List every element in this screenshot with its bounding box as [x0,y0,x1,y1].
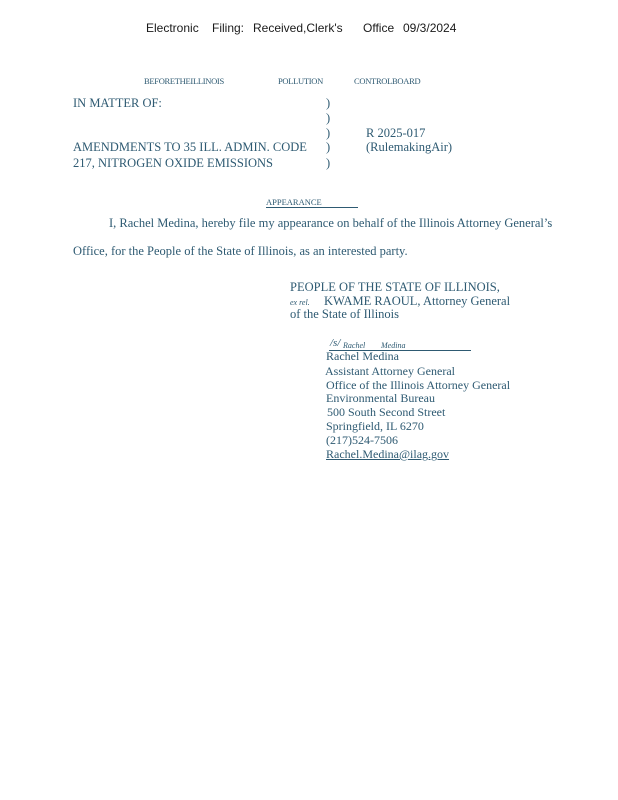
caption-paren-3: ) [326,126,331,140]
caption-amend-line2: 217, NITROGEN OXIDE EMISSIONS [73,156,273,170]
sig-email-link[interactable]: Rachel.Medina@ilag.gov [326,447,450,461]
sig-slash-s: /s/ [330,337,341,349]
caption-paren-2: ) [326,111,331,125]
caption-paren-4: ) [326,140,331,154]
caption-rulemaking: (RulemakingAir) [366,140,453,154]
header-electronic: Electronic [146,21,199,35]
board-pollution: POLLUTION [278,76,323,86]
header-received: Received,Clerk's [253,21,343,35]
caption-in-matter: IN MATTER OF: [73,96,162,110]
sig-phone: (217)524-7506 [326,433,398,447]
appearance-line1: I, Rachel Medina, hereby file my appearance on behalf of the Illinois Attorney General’s [109,216,553,230]
sig-last: Medina [381,341,406,350]
sig-name: Rachel Medina [326,349,399,363]
sig-office: Office of the Illinois Attorney General [326,378,511,392]
sig-ex-rel: ex rel. [290,298,310,307]
board-before: BEFORETHEILLINOIS [144,76,224,86]
board-control: CONTROLBOARD [354,76,421,86]
caption-amend-line1: AMENDMENTS TO 35 ILL. ADMIN. CODE [73,140,307,154]
sig-people: PEOPLE OF THE STATE OF ILLINOIS, [290,280,500,294]
sig-first: Rachel [343,341,366,350]
caption-paren-1: ) [326,96,331,110]
header-date: 09/3/2024 [403,21,457,35]
header-office: Office [363,21,395,35]
sig-title: Assistant Attorney General [325,364,455,378]
sig-street: 500 South Second Street [327,405,446,419]
appearance-title: APPEARANCE [266,197,358,208]
caption-paren-5: ) [326,156,331,170]
appearance-line2: Office, for the People of the State of Illinois, as an interested party. [73,244,408,258]
sig-bureau: Environmental Bureau [326,391,435,405]
header-filing: Filing: [212,21,245,35]
caption-docket: R 2025-017 [366,126,426,140]
sig-ag: KWAME RAOUL, Attorney General [324,294,511,308]
sig-city: Springfield, IL 6270 [326,419,424,433]
sig-state: of the State of Illinois [290,307,400,321]
